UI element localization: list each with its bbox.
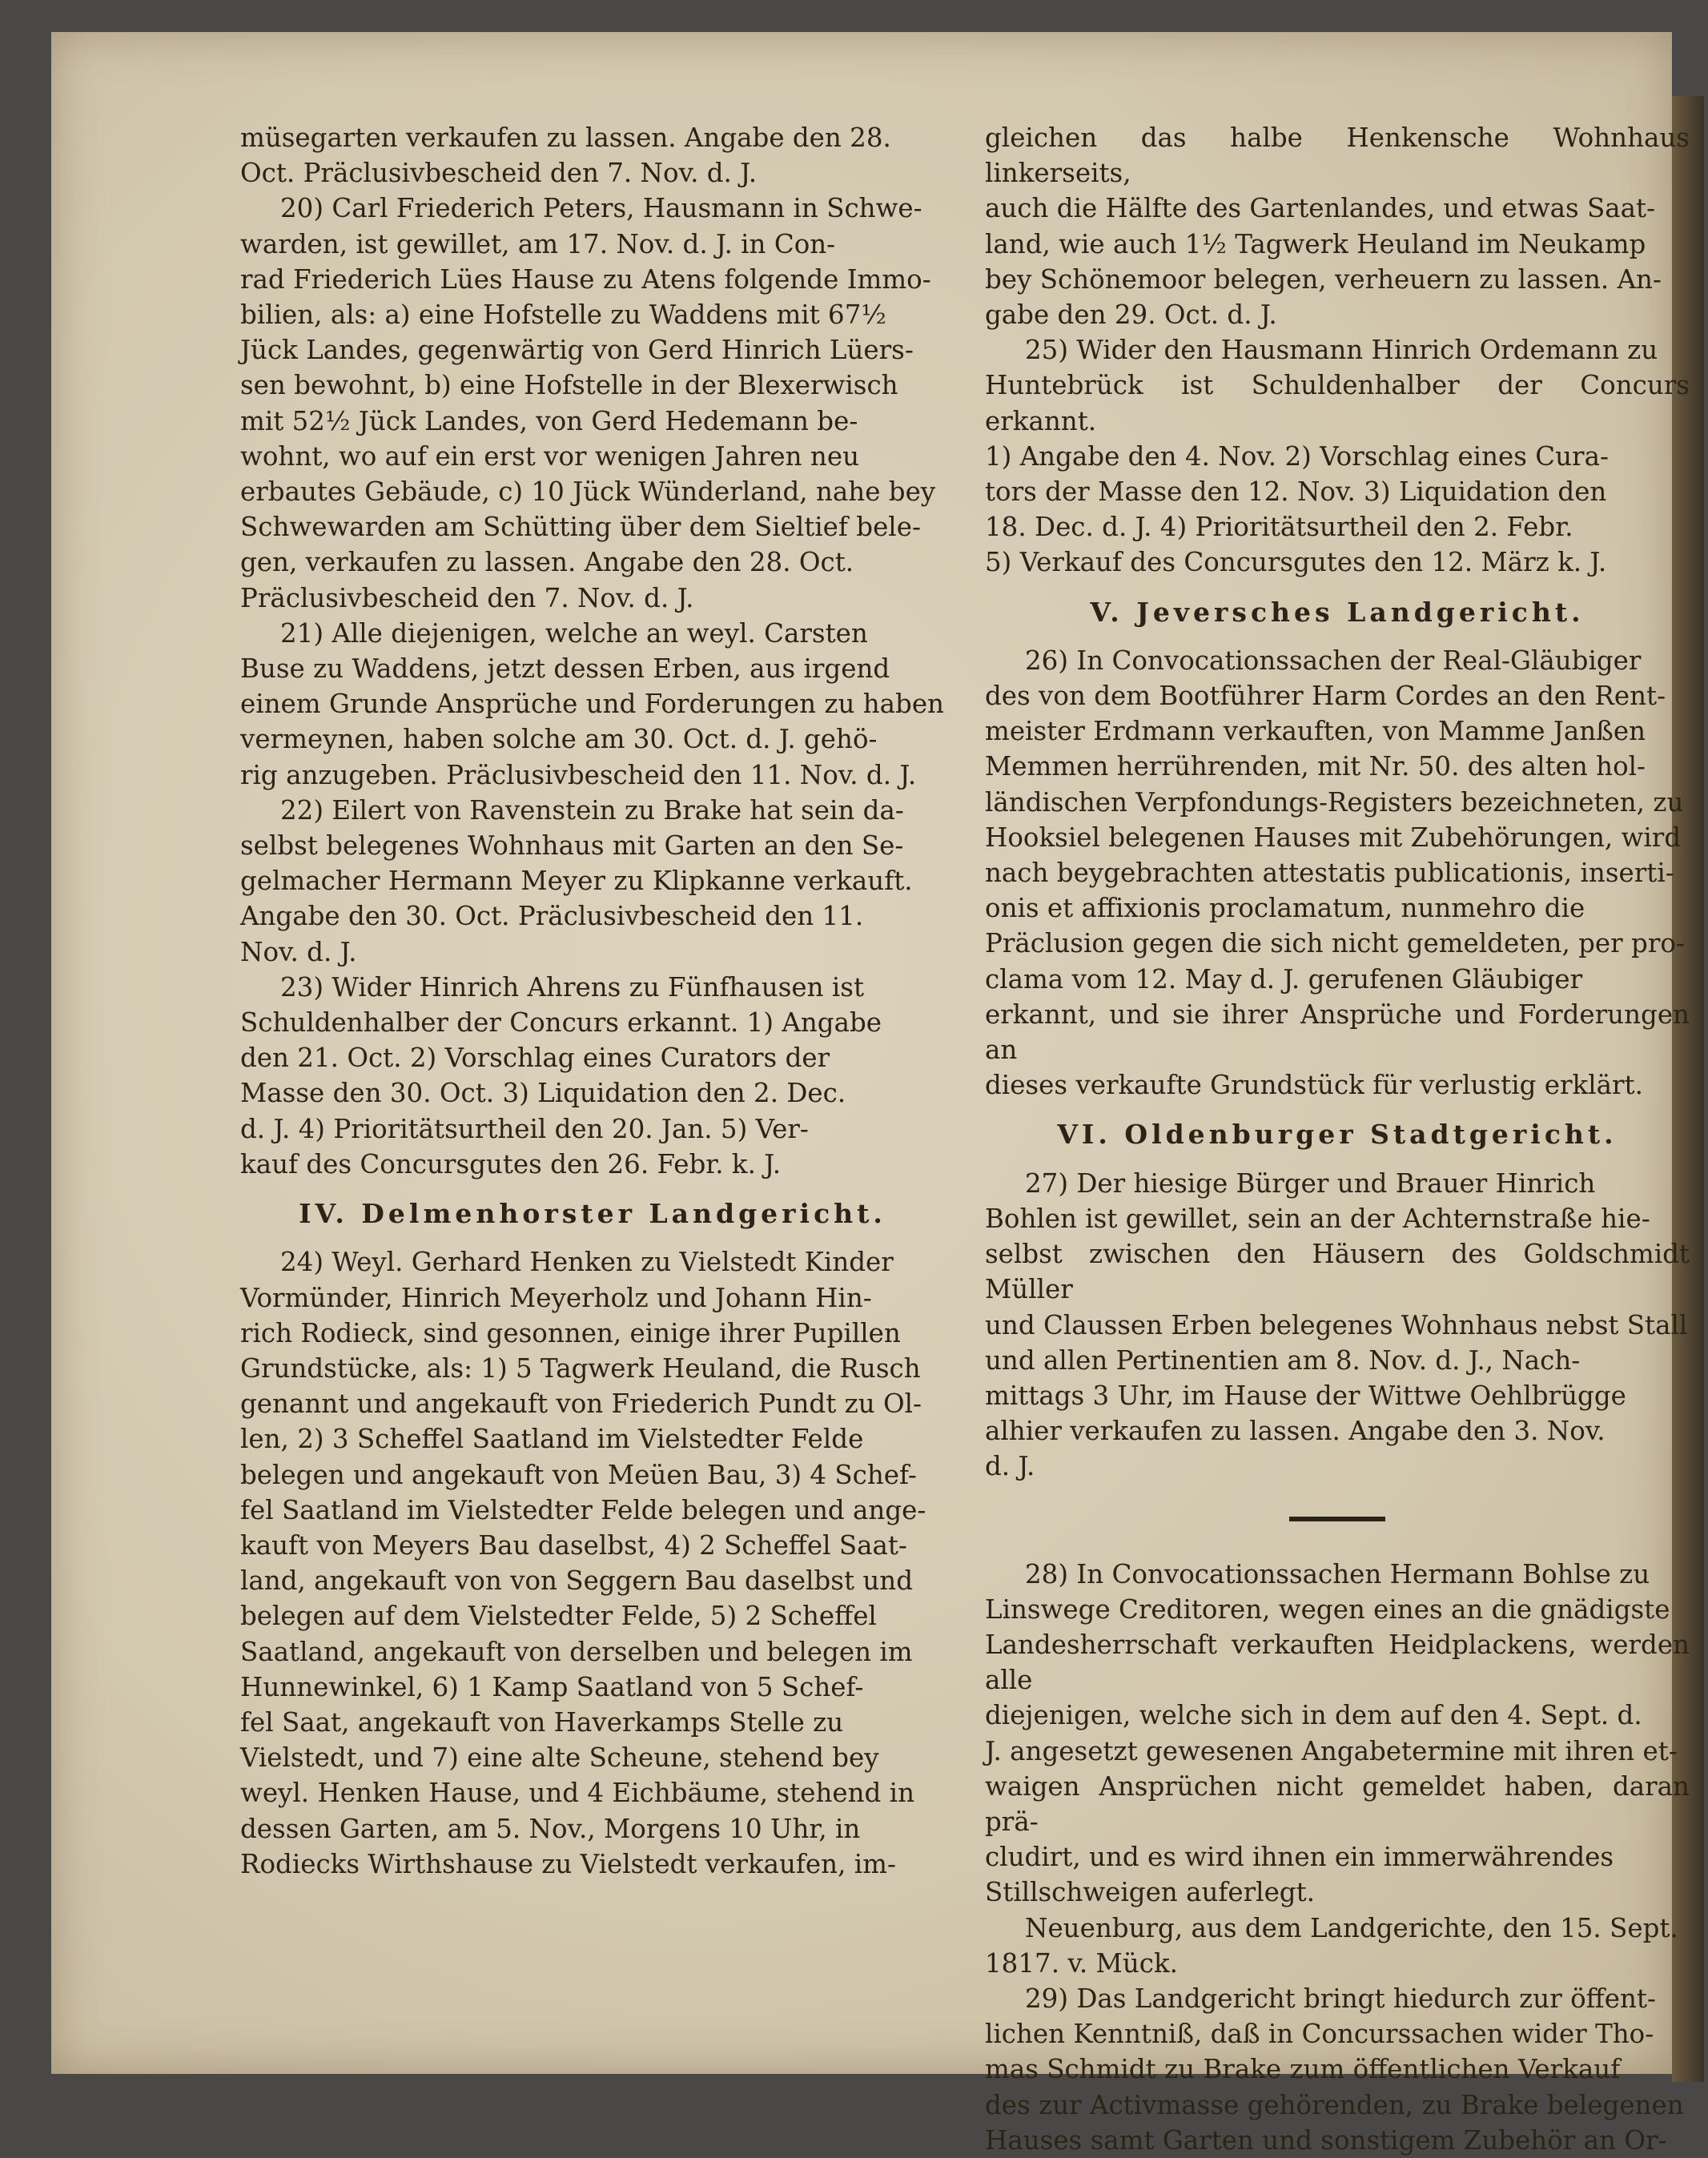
section-heading-iv: IV. Delmenhorster Landgericht. [299,1198,886,1230]
section-heading-vi: VI. Oldenburger Stadtgericht. [1057,1119,1618,1151]
paragraph-20: 20) Carl Friederich Peters, Hausmann in Schwe- warden, ist gewillet, am 17. Nov. d. J. in Con- rad Friederich Lües Hause zu Atens folgende Immo- bilien, als: a) eine Hofstelle zu Waddens mit 67½ Jück Landes, gegenwärtig von Gerd Hinrich Lüers- sen bewohnt, b) eine Hofstelle in der Blexerwisch mit 52½ Jück Landes, von Gerd Hedemann be- wohnt, wo auf ein erst vor wenigen Jahren neu erbautes Gebäude, c) 10 Jück Wünderland, nahe bey Schwewarden am Schütting über dem Sieltief bele- gen, verkaufen zu lassen. Angabe den 28. Oct. Präclusivbescheid den 7. Nov. d. J. [240,193,936,613]
paragraph-21: 21) Alle diejenigen, welche an weyl. Carsten Buse zu Waddens, jetzt dessen Erben, aus irgend einem Grunde Ansprüche und Forderungen zu haben vermeynen, haben solche am 30. Oct. d. J. gehö- rig anzugeben. Präclusivbescheid den 11. Nov. d. J. [240,617,944,790]
paragraph-continuation: gleichen das halbe Henkensche Wohnhaus linkerseits, auch die Hälfte des Gartenlandes, und etwas Saat- land, wie auch 1½ Tagwerk Heuland im Neukamp bey Schönemoor belegen, verheuern zu lassen. An- gabe den 29. Oct. d. J. [985,123,1690,331]
paragraph-28-signature: Neuenburg, aus dem Landgerichte, den 15. Sept. 1817. v. Mück. [985,1912,1678,1979]
paragraph-intro: müsegarten verkaufen zu lassen. Angabe den 28. Oct. Präclusivbescheid den 7. Nov. d. J. [240,123,891,189]
paragraph-29: 29) Das Landgericht bringt hiedurch zur öffent- lichen Kenntniß, daß in Concurssachen wider Tho- mas Schmidt zu Brake zum öffentlichen Verkauf des zur Activmasse gehörenden, zu Brake belegenen Hauses samt Garten und sonstigem Zubehör an Or- [985,1983,1684,2156]
paragraph-26: 26) In Convocationssachen der Real-Gläubiger des von dem Bootführer Harm Cordes an den Rent- meister Erdmann verkauften, von Mamme Janßen Memmen herrührenden, mit Nr. 50. des alten hol- ländischen Verpfondungs-Registers bezeichneten, zu Hooksiel belegenen Hauses mit Zubehörungen, wird nach beygebrachten attestatis publicationis, inserti- onis et affixionis proclamatum, nunmehro die Präclusion gegen die sich nicht gemeldeten, per pro- clama vom 12. May d. J. gerufenen Gläubiger erkannt, und sie ihrer Ansprüche und Forderungen an dieses verkaufte Grundstück für verlustig erklärt. [985,645,1690,1101]
section-divider-rule [1289,1517,1385,1521]
paragraph-25: 25) Wider den Hausmann Hinrich Ordemann zu Huntebrück ist Schuldenhalber der Concurs erkannt. 1) Angabe den 4. Nov. 2) Vorschlag eines Cura- tors der Masse den 12. Nov. 3) Liquidation den 18. Dec. d. J. 4) Prioritätsurtheil den 2. Febr. 5) Verkauf des Concursgutes den 12. März k. J. [985,335,1690,578]
paragraph-24: 24) Weyl. Gerhard Henken zu Vielstedt Kinder Vormünder, Hinrich Meyerholz und Johann Hin- rich Rodieck, sind gesonnen, einige ihrer Pupillen Grundstücke, als: 1) 5 Tagwerk Heuland, die Rusch genannt und angekauft von Friederich Pundt zu Ol- len, 2) 3 Scheffel Saatland im Vielstedter Felde belegen und angekauft von Meüen Bau, 3) 4 Schef- fel Saatland im Vielstedter Felde belegen und ange- kauft von Meyers Bau daselbst, 4) 2 Scheffel Saat- land, angekauft von von Seggern Bau daselbst und belegen auf dem Vielstedter Felde, 5) 2 Scheffel Saatland, angekauft von derselben und belegen im Hunnewinkel, 6) 1 Kamp Saatland von 5 Schef- fel Saat, angekauft von Haverkamps Stelle zu Vielstedt, und 7) eine alte Scheune, stehend bey weyl. Henken Hause, und 4 Eichbäume, stehend in dessen Garten, am 5. Nov., Morgens 10 Uhr, in Rodiecks Wirthshause zu Vielstedt verkaufen, im- [240,1247,926,1879]
paragraph-27: 27) Der hiesige Bürger und Brauer Hinrich Bohlen ist gewillet, sein an der Achternstraße hie- selbst zwischen den Häusern des Goldschmidt Müller und Claussen Erben belegenes Wohnhaus nebst Stall und allen Pertinentien am 8. Nov. d. J., Nach- mittags 3 Uhr, im Hause der Wittwe Oehlbrügge alhier verkaufen zu lassen. Angabe den 3. Nov. d. J. [985,1167,1690,1482]
section-heading-v: V. Jeversches Landgericht. [1090,596,1585,628]
right-column [985,120,1690,2158]
paragraph-22: 22) Eilert von Ravenstein zu Brake hat sein da- selbst belegenes Wohnhaus mit Garten an den Se- gelmacher Hermann Meyer zu Klipkanne verkauft. Angabe den 30. Oct. Präclusivbescheid den 11. Nov. d. J. [240,794,913,967]
paragraph-23: 23) Wider Hinrich Ahrens zu Fünfhausen ist Schuldenhalber der Concurs erkannt. 1) Angabe den 21. Oct. 2) Vorschlag eines Curators der Masse den 30. Oct. 3) Liquidation den 2. Dec. d. J. 4) Prioritätsurtheil den 20. Jan. 5) Ver- kauf des Concursgutes den 26. Febr. k. J. [240,971,882,1179]
paragraph-28: 28) In Convocationssachen Hermann Bohlse zu Linswege Creditoren, wegen eines an die gnädigste Landesherrschaft verkauften Heidplackens, werden alle diejenigen, welche sich in dem auf den 4. Sept. d. J. angesetzt gewesenen Angabetermine mit ihren et- waigen Ansprüchen nicht gemeldet haben, daran prä- cludirt, und es wird ihnen ein immerwährendes Stillschweigen auferlegt. [985,1558,1690,1908]
left-column [240,120,945,1882]
